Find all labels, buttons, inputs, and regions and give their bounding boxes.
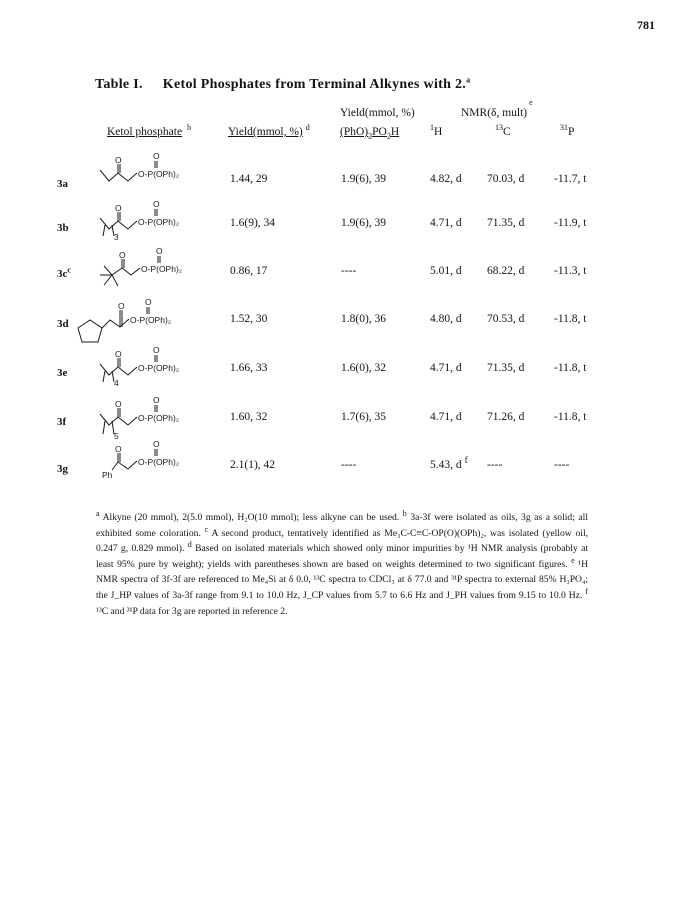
phosphoryl-oxygen: O [153, 439, 160, 449]
ketone-oxygen: O [115, 349, 122, 359]
phosphoryl-group: O-P(OPh)₂ [138, 413, 180, 423]
header-nmr-subcolumns [430, 123, 592, 138]
row-3d-h: 4.80, d [430, 313, 462, 325]
row-label-3c [57, 265, 71, 280]
header-yield2-suffix: H [390, 126, 400, 138]
header-yield2-top: Yield(mmol, %) [340, 107, 415, 119]
structure-3b [98, 192, 178, 242]
phosphoryl-group: O-P(OPh)₂ [138, 457, 180, 467]
row-3e-c: 71.35, d [487, 362, 525, 374]
structure-3c [98, 240, 183, 290]
row-label-3b [57, 222, 69, 234]
header-yield: Yield(mmol, %) $^d$ [228, 123, 310, 138]
page-number: 781 [637, 18, 655, 32]
header-yield2-prefix: (PhO) [340, 126, 369, 138]
row-id: 3a [57, 178, 68, 190]
structure-3a [98, 148, 178, 188]
row-3b-p: -11.9, t [554, 217, 587, 229]
ketone-oxygen: O [118, 301, 125, 311]
footnote-a-mark: a [96, 508, 100, 518]
header-ketol-phosphate: Ketol phosphate $^b$ [107, 123, 192, 138]
row-3a-yield: 1.44, 29 [230, 173, 268, 185]
row-label-3g [57, 463, 68, 475]
phosphoryl-oxygen: O [153, 151, 160, 161]
row-id: 3e [57, 367, 68, 379]
structure-3g [98, 436, 178, 481]
row-3f-yield2: 1.7(6), 35 [341, 411, 387, 423]
row-3a-yield2: 1.9(6), 39 [341, 173, 387, 185]
row-3g-yield: 2.1(1), 42 [230, 459, 276, 471]
header-yield2-sub2: 2 [386, 131, 391, 141]
chain-count: 4 [114, 378, 119, 388]
chain-count: 3 [114, 232, 119, 242]
footnote-e-mark: e [571, 555, 575, 565]
header-h-label: H [434, 126, 443, 138]
phosphoryl-group: O-P(OPh)₂ [138, 363, 180, 373]
footnote-d-mark: d [187, 540, 192, 549]
row-3b-c: 71.35, d [487, 217, 525, 229]
footnote-e-text: ¹H NMR spectra of 3f-3f are referenced to Me₄Si at δ 0.0, ¹³C spectra to CDCl₃ at δ 77.0 and ³¹P spectra to external 85% H₃PO₄; the J_HP values of 3a-3f range from 9.1 to 10.0 Hz, J_CP values from 5.7 to 6.6 Hz and J_PH values from 9.15 to 10.0 Hz. [96, 558, 588, 601]
row-note: c [67, 265, 71, 275]
header-ketol-label: Ketol phosphate [107, 126, 183, 138]
footnote-b-text: 3a-3f were isolated as oils, 3g as a solid; all exhibited some coloration. [96, 512, 588, 539]
row-3c-p: -11.3, t [554, 265, 587, 277]
header-yield2-mid: PO [372, 126, 387, 138]
row-3g-p: ---- [554, 459, 570, 471]
header-yield2-bottom [340, 126, 400, 141]
row-3d-c: 70.53, d [487, 313, 525, 325]
phosphoryl-oxygen: O [153, 395, 160, 405]
row-3a-h: 4.82, d [430, 173, 462, 185]
header-p-sup: 31 [560, 123, 568, 133]
row-3d-yield: 1.52, 30 [230, 313, 268, 325]
row-3a-p: -11.7, t [554, 173, 587, 185]
footnote-b-mark: b [402, 508, 407, 518]
row-3f-c: 71.26, d [487, 411, 525, 423]
header-c-label: C [503, 126, 511, 138]
row-id: 3b [57, 222, 69, 234]
ketone-oxygen: O [115, 155, 122, 165]
row-id: 3g [57, 463, 68, 475]
footnote-c-text: A second product, tentatively identified as Me₃C-C≡C-OP(O)(OPh)₂, was isolated (yellow oil, 0.247 g, 0.829 mmol). [96, 527, 589, 555]
row-label-3a [57, 178, 68, 190]
row-3g-yield2: ---- [341, 459, 357, 471]
row-3d-yield2: 1.8(0), 36 [341, 313, 387, 325]
row-id: 3c [57, 268, 68, 280]
header-c-sup: 13 [495, 123, 503, 133]
row-3f-h: 4.71, d [430, 411, 462, 423]
row-3b-yield2: 1.9(6), 39 [341, 217, 387, 229]
ketone-oxygen: O [119, 250, 126, 260]
row-3a-c: 70.03, d [487, 173, 525, 185]
table-footnotes [96, 510, 588, 619]
header-h [430, 123, 443, 138]
row-3e-yield: 1.66, 33 [230, 362, 268, 374]
table-label: Table I. [95, 77, 143, 92]
chain-count: 5 [114, 431, 119, 441]
row-id: 3d [57, 318, 69, 330]
ketone-oxygen: O [115, 203, 122, 213]
footnote-f-mark: f [585, 586, 588, 596]
row-3e-yield2: 1.6(0), 32 [341, 362, 387, 374]
phosphoryl-group: O-P(OPh)₂ [138, 217, 180, 227]
structure-3f [98, 388, 178, 443]
caption-footnote-mark: a [466, 75, 471, 85]
header-h-sup: 1 [430, 123, 434, 133]
footnote-d-text: Based on isolated materials which showed only minor impurities by ¹H NMR analysis (probably at least 95% pure by weight); yields with parentheses shown are based on weights determined to two significant figures. [96, 543, 589, 570]
row-3c-h: 5.01, d [430, 265, 462, 277]
row-label-3f [57, 416, 66, 428]
row-3c-c: 68.22, d [487, 265, 525, 277]
row-3b-yield: 1.6(9), 34 [230, 217, 276, 229]
header-yield2-sub1: 2 [368, 131, 373, 141]
row-label-3e [57, 367, 67, 379]
row-3e-h: 4.71, d [430, 362, 462, 374]
structure-3e [98, 338, 178, 388]
row-3c-yield: 0.86, 17 [230, 265, 268, 277]
phosphoryl-group: O-P(OPh)₂ [141, 264, 183, 274]
ketone-oxygen: O [115, 444, 122, 454]
phosphoryl-group: O-P(OPh)₂ [130, 315, 172, 325]
row-3g-c: ---- [487, 459, 503, 471]
phosphoryl-oxygen: O [153, 199, 160, 209]
row-3f-yield: 1.60, 32 [230, 411, 268, 423]
phosphoryl-oxygen: O [145, 297, 152, 307]
row-3g-h: 5.43, d $^f$ [430, 455, 468, 471]
phenyl-label: Ph [102, 470, 113, 480]
header-c [495, 123, 511, 138]
row-3e-p: -11.8, t [554, 362, 587, 374]
table-title: Ketol Phosphates from Terminal Alkynes with 2. [162, 77, 467, 92]
header-nmr: NMR(δ, mult)$^e$ [461, 98, 533, 119]
header-yield-label: Yield(mmol, %) [228, 126, 303, 138]
footnote-f-text: ¹³C and ³¹P data for 3g are reported in reference 2. [96, 605, 288, 617]
row-id: 3f [57, 416, 67, 428]
phosphoryl-oxygen: O [156, 246, 163, 256]
row-label-3d [57, 318, 69, 330]
row-3b-h: 4.71, d [430, 217, 462, 229]
phosphoryl-group: O-P(OPh)₂ [138, 169, 180, 179]
footnotes-paragraph [96, 510, 588, 619]
phosphoryl-oxygen: O [153, 345, 160, 355]
row-3g-h-value: 5.43, d [430, 459, 462, 471]
header-p [560, 123, 575, 138]
footnote-c-mark: c [204, 524, 209, 534]
row-3c-yield2: ---- [341, 265, 357, 277]
row-3f-p: -11.8, t [554, 411, 587, 423]
footnote-a-text: Alkyne (20 mmol), 2(5.0 mmol), H₂O(10 mmol); less alkyne can be used. [102, 512, 400, 523]
table-caption [95, 77, 470, 93]
header-nmr-label: NMR(δ, mult) [461, 107, 528, 119]
ketone-oxygen: O [115, 399, 122, 409]
row-3d-p: -11.8, t [554, 313, 587, 325]
header-p-label: P [568, 126, 575, 138]
